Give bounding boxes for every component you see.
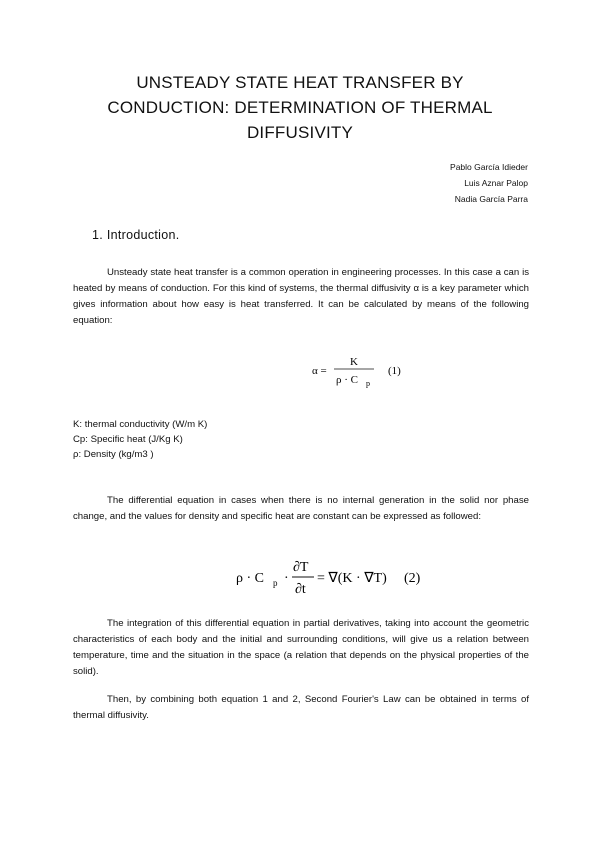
definition-rho: ρ: Density (kg/m3 ) — [73, 449, 154, 460]
eq2-subscript: p — [273, 578, 278, 588]
eq1-subscript: p — [366, 379, 370, 388]
title-line-3: DIFFUSIVITY — [246, 123, 354, 142]
section-number: 1. — [92, 228, 104, 242]
eq1-numerator: K — [350, 356, 358, 368]
definition-cp: Cp: Specific heat (J/Kg K) — [73, 434, 183, 445]
section-title: Introduction. — [106, 228, 180, 242]
title-line-2: CONDUCTION: DETERMINATION OF THERMAL — [107, 98, 493, 117]
author-3: Nadia García Parra — [454, 194, 528, 204]
definitions-list — [73, 417, 207, 462]
eq1-label: (1) — [388, 365, 401, 377]
paper-title — [60, 70, 540, 145]
paragraph-4: Then, by combining both equation 1 and 2, Second Fourier's Law can be obtained in terms of thermal diffusivity. — [73, 694, 529, 721]
eq2-numerator: ∂T — [293, 560, 309, 575]
eq2-lhs: ρ · C — [236, 571, 264, 586]
paragraph-2: The differential equation in cases when there is no internal generation in the solid nor phase change, and the values for density and specific heat are constant can be expressed as followed: — [73, 495, 529, 522]
eq2-rhs: = ∇(K · ∇T) — [317, 571, 387, 586]
equation-2 — [236, 556, 426, 602]
section-heading — [92, 228, 180, 242]
definition-k: K: thermal conductivity (W/m K) — [73, 419, 208, 430]
equation-1 — [312, 350, 412, 392]
author-list — [450, 159, 528, 207]
author-1: Pablo García Idieder — [450, 162, 528, 172]
title-line-1: UNSTEADY STATE HEAT TRANSFER BY — [136, 73, 464, 92]
eq1-lhs: α = — [312, 365, 327, 377]
paragraph-1: Unsteady state heat transfer is a common operation in engineering processes. In this case a can is heated by means of conduction. For this kind of systems, the thermal diffusivity α is a key parameter which gives information about how easy is heat transferred. It can be calculated by means of the following equation: — [73, 267, 529, 326]
eq2-label: (2) — [404, 571, 421, 586]
eq2-dot: · — [284, 571, 289, 586]
eq1-denominator: ρ · C — [336, 374, 358, 386]
author-2: Luis Aznar Palop — [464, 178, 528, 188]
eq2-denominator: ∂t — [295, 582, 306, 597]
paragraph-3: The integration of this differential equation in partial derivatives, taking into account the geometric characteristics of each body and the initial and surrounding conditions, will give us a relation between temperature, time and the situation in the space (a relation that depends on the physical properties of the solid). — [73, 618, 529, 677]
